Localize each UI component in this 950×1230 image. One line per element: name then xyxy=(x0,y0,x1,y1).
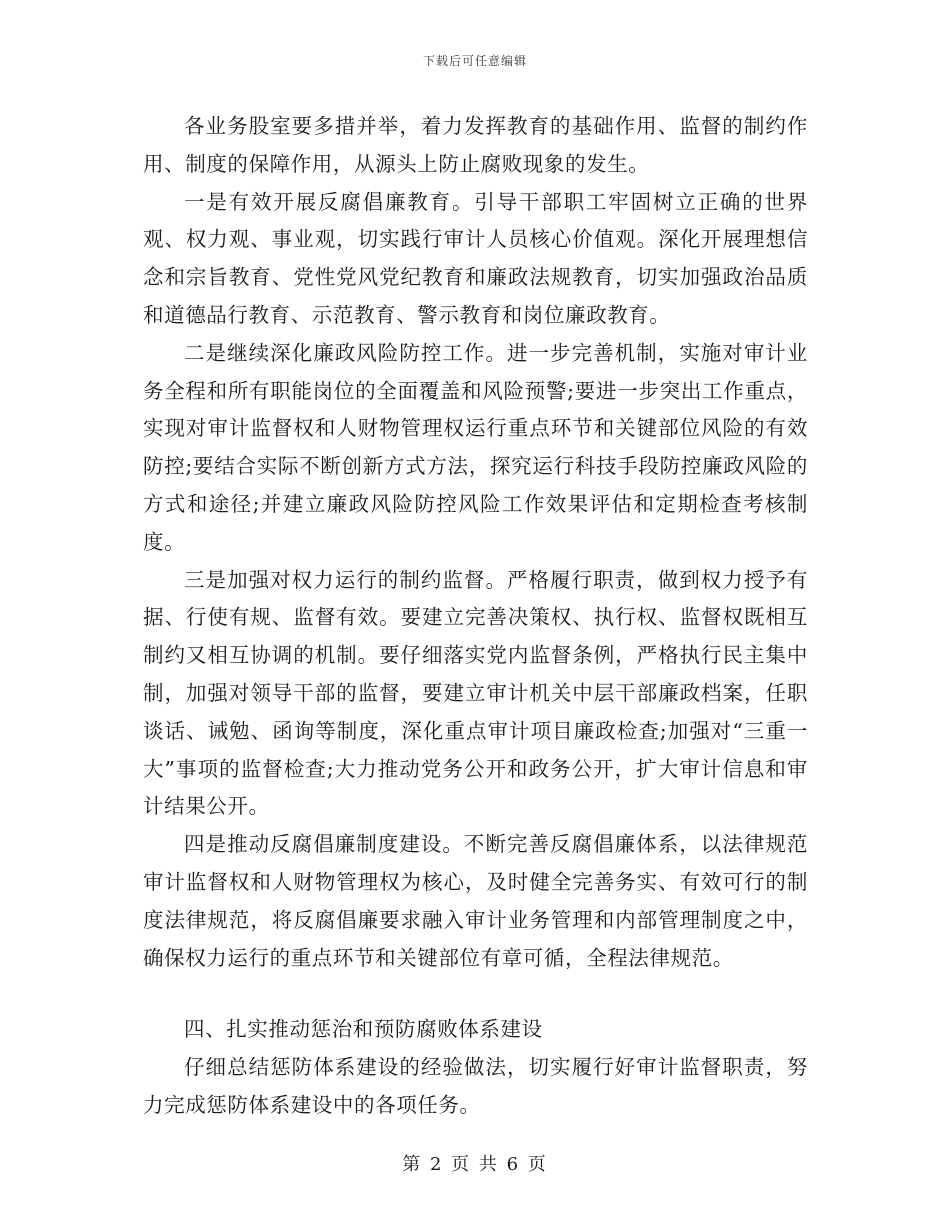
paragraph-intro: 各业务股室要多措并举，着力发挥教育的基础作用、监督的制约作用、制度的保障作用，从源头上防止腐败现象的发生。 xyxy=(143,114,808,176)
page-footer xyxy=(0,1150,950,1176)
paragraph-point-2: 二是继续深化廉政风险防控工作。进一步完善机制，实施对审计业务全程和所有职能岗位的全面覆盖和风险预警;要进一步突出工作重点，实现对审计监督权和人财物管理权运行重点环节和关键部位风险的有效防控;要结合实际不断创新方式方法，探究运行科技手段防控廉政风险的方式和途径;并建立廉政风险防控风险工作效果评估和定期检查考核制度。 xyxy=(143,340,808,554)
footer-middle: 页 共 xyxy=(451,1154,499,1175)
header-text: 下载后可任意编辑 xyxy=(422,54,527,68)
footer-total-pages: 6 xyxy=(506,1154,521,1175)
section-spacer xyxy=(143,977,808,1011)
footer-current-page: 2 xyxy=(429,1154,444,1175)
footer-prefix: 第 xyxy=(402,1154,423,1175)
document-body xyxy=(143,108,808,1125)
page-header xyxy=(0,52,950,69)
paragraph-point-3: 三是加强对权力运行的制约监督。严格履行职责，做到权力授予有据、行使有规、监督有效。要建立完善决策权、执行权、监督权既相互制约又相互协调的机制。要仔细落实党内监督条例，严格执行民主集中制，加强对领导干部的监督，要建立审计机关中层干部廉政档案，任职谈话、诫勉、函询等制度，深化重点审计项目廉政检查;加强对“三重一大”事项的监督检查;大力推动党务公开和政务公开，扩大审计信息和审计结果公开。 xyxy=(143,567,808,819)
paragraph-point-1: 一是有效开展反腐倡廉教育。引导干部职工牢固树立正确的世界观、权力观、事业观，切实践行审计人员核心价值观。深化开展理想信念和宗旨教育、党性党风党纪教育和廉政法规教育，切实加强政治品质和道德品行教育、示范教育、警示教育和岗位廉政教育。 xyxy=(143,189,808,327)
paragraph-section-body: 仔细总结惩防体系建设的经验做法，切实履行好审计监督职责，努力完成惩防体系建设中的各项任务。 xyxy=(143,1055,808,1117)
section-heading: 四、扎实推动惩治和预防腐败体系建设 xyxy=(184,1017,543,1042)
paragraph-point-4: 四是推动反腐倡廉制度建设。不断完善反腐倡廉体系，以法律规范审计监督权和人财物管理权为核心，及时健全完善务实、有效可行的制度法律规范，将反腐倡廉要求融入审计业务管理和内部管理制度之中，确保权力运行的重点环节和关键部位有章可循，全程法律规范。 xyxy=(143,832,808,970)
footer-suffix: 页 xyxy=(527,1154,548,1175)
